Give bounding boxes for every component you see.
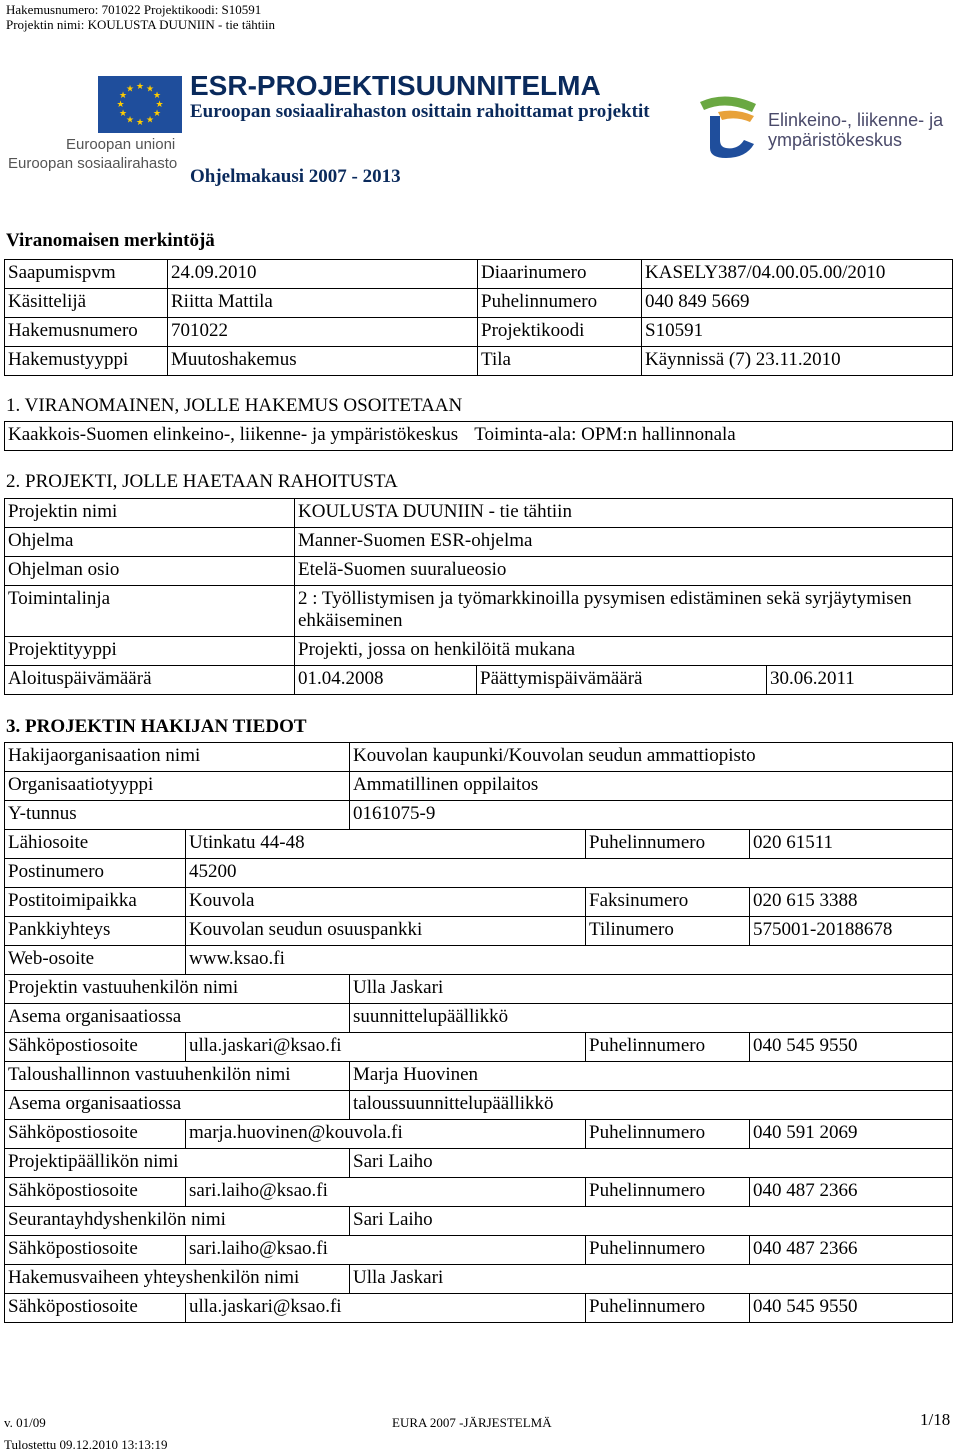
svg-text:★: ★ bbox=[125, 115, 135, 126]
applicant-value-org-type: Ammatillinen oppilaitos bbox=[349, 771, 953, 801]
eu-stars-icon bbox=[98, 76, 182, 133]
authority-value-phone: 040 849 5669 bbox=[641, 288, 953, 318]
authority-value-project-code: S10591 bbox=[641, 317, 953, 347]
contact-phone: 040 591 2069 bbox=[749, 1119, 953, 1149]
authority-label-application-type: Hakemustyyppi bbox=[4, 346, 168, 376]
applicant-label-business-id: Y-tunnus bbox=[4, 800, 350, 830]
eu-fund-label: Euroopan sosiaalirahasto bbox=[8, 155, 178, 172]
applicant-label-postcode: Postinumero bbox=[4, 858, 186, 888]
contact-email: ulla.jaskari@ksao.fi bbox=[185, 1293, 586, 1323]
section2-label-project-type: Projektityyppi bbox=[4, 636, 295, 666]
authority-label-status: Tila bbox=[477, 346, 642, 376]
contact-role-label: Seurantayhdyshenkilön nimi bbox=[4, 1206, 350, 1236]
svg-text:★: ★ bbox=[116, 100, 125, 110]
authority-value-diary: KASELY387/04.00.05.00/2010 bbox=[641, 259, 953, 289]
eu-flag-icon bbox=[98, 76, 182, 133]
footer-version: v. 01/09 bbox=[4, 1415, 46, 1430]
contact-email-label: Sähköpostiosoite bbox=[4, 1119, 186, 1149]
section2-heading: 2. PROJEKTI, JOLLE HAETAAN RAHOITUSTA bbox=[6, 471, 398, 492]
svg-text:★: ★ bbox=[152, 91, 162, 101]
contact-name: Ulla Jaskari bbox=[349, 1264, 953, 1294]
header-line-application: Hakemusnumero: 701022 Projektikoodi: S10591 bbox=[6, 2, 262, 17]
authority-label-diary: Diaarinumero bbox=[477, 259, 642, 289]
contact-name: Sari Laiho bbox=[349, 1148, 953, 1178]
applicant-label-fax: Faksinumero bbox=[585, 887, 750, 917]
svg-text:★: ★ bbox=[118, 109, 128, 119]
contact-name: Ulla Jaskari bbox=[349, 974, 953, 1004]
svg-text:★: ★ bbox=[135, 118, 145, 128]
contact-role-label: Projektin vastuuhenkilön nimi bbox=[4, 974, 350, 1004]
svg-text:★: ★ bbox=[118, 91, 128, 101]
section2-label-program: Ohjelma bbox=[4, 527, 295, 557]
svg-text:★: ★ bbox=[145, 115, 155, 126]
contact-phone-label: Puhelinnumero bbox=[585, 1235, 750, 1265]
contact-role-label: Projektipäällikön nimi bbox=[4, 1148, 350, 1178]
section2-value-priority: 2 : Työllistymisen ja työmarkkinoilla pysymisen edistäminen sekä syrjäytymisen ehkäiseminen bbox=[294, 585, 953, 637]
authority-label-handler: Käsittelijä bbox=[4, 288, 168, 318]
applicant-label-org-type: Organisaatiotyyppi bbox=[4, 771, 350, 801]
svg-text:★: ★ bbox=[125, 84, 135, 95]
authority-value-status: Käynnissä (7) 23.11.2010 bbox=[641, 346, 953, 376]
contact-phone: 040 545 9550 bbox=[749, 1293, 953, 1323]
applicant-label-org-name: Hakijaorganisaation nimi bbox=[4, 742, 350, 772]
contact-phone-label: Puhelinnumero bbox=[585, 1293, 750, 1323]
applicant-value-account: 575001-20188678 bbox=[749, 916, 953, 946]
section2-value-program: Manner-Suomen ESR-ohjelma bbox=[294, 527, 953, 557]
authority-label-project-code: Projektikoodi bbox=[477, 317, 642, 347]
contact-email-label: Sähköpostiosoite bbox=[4, 1293, 186, 1323]
eu-union-label: Euroopan unioni bbox=[66, 136, 176, 153]
program-period: Ohjelmakausi 2007 - 2013 bbox=[190, 166, 401, 187]
section2-label-end-date: Päättymispäivämäärä bbox=[476, 665, 767, 695]
section1-area: Toiminta-ala: OPM:n hallinnonala bbox=[474, 424, 736, 445]
applicant-value-org-name: Kouvolan kaupunki/Kouvolan seudun ammattiopisto bbox=[349, 742, 953, 772]
document-title: ESR-PROJEKTISUUNNITELMA bbox=[190, 70, 601, 101]
ely-emblem-icon bbox=[696, 92, 760, 160]
applicant-label-phone: Puhelinnumero bbox=[585, 829, 750, 859]
eu-logo bbox=[8, 76, 178, 176]
applicant-label-web: Web-osoite bbox=[4, 945, 186, 975]
contact-email-label: Sähköpostiosoite bbox=[4, 1032, 186, 1062]
contact-phone-label: Puhelinnumero bbox=[585, 1177, 750, 1207]
authority-heading: Viranomaisen merkintöjä bbox=[6, 230, 215, 251]
svg-text:★: ★ bbox=[152, 109, 162, 119]
contact-title: taloussuunnittelupäällikkö bbox=[349, 1090, 953, 1120]
applicant-value-phone: 020 61511 bbox=[749, 829, 953, 859]
svg-text:★: ★ bbox=[145, 84, 155, 95]
contact-title-label: Asema organisaatiossa bbox=[4, 1090, 350, 1120]
header-line-project-name: Projektin nimi: KOULUSTA DUUNIIN - tie tähtiin bbox=[6, 17, 276, 32]
contact-phone-label: Puhelinnumero bbox=[585, 1119, 750, 1149]
contact-phone: 040 487 2366 bbox=[749, 1177, 953, 1207]
section2-value-end-date: 30.06.2011 bbox=[766, 665, 953, 695]
authority-value-handler: Riitta Mattila bbox=[167, 288, 478, 318]
applicant-label-city: Postitoimipaikka bbox=[4, 887, 186, 917]
applicant-value-web: www.ksao.fi bbox=[185, 945, 953, 975]
applicant-value-address: Utinkatu 44-48 bbox=[185, 829, 586, 859]
authority-value-application-number: 701022 bbox=[167, 317, 478, 347]
contact-phone: 040 545 9550 bbox=[749, 1032, 953, 1062]
contact-email: sari.laiho@ksao.fi bbox=[185, 1177, 586, 1207]
contact-phone-label: Puhelinnumero bbox=[585, 1032, 750, 1062]
ely-label-line2: ympäristökeskus bbox=[768, 130, 903, 150]
contact-name: Marja Huovinen bbox=[349, 1061, 953, 1091]
contact-email: sari.laiho@ksao.fi bbox=[185, 1235, 586, 1265]
contact-email-label: Sähköpostiosoite bbox=[4, 1235, 186, 1265]
contact-role-label: Hakemusvaiheen yhteyshenkilön nimi bbox=[4, 1264, 350, 1294]
ely-label-line1: Elinkeino-, liikenne- ja bbox=[768, 110, 944, 130]
svg-text:★: ★ bbox=[155, 100, 164, 110]
contact-phone: 040 487 2366 bbox=[749, 1235, 953, 1265]
authority-label-received: Saapumispvm bbox=[4, 259, 168, 289]
applicant-value-postcode: 45200 bbox=[185, 858, 953, 888]
contact-email: marja.huovinen@kouvola.fi bbox=[185, 1119, 586, 1149]
footer-page-number: 1/18 bbox=[920, 1410, 951, 1429]
applicant-value-fax: 020 615 3388 bbox=[749, 887, 953, 917]
section3-heading: 3. PROJEKTIN HAKIJAN TIEDOT bbox=[6, 716, 307, 737]
svg-text:★: ★ bbox=[135, 82, 145, 92]
authority-value-received: 24.09.2010 bbox=[167, 259, 478, 289]
applicant-label-bank: Pankkiyhteys bbox=[4, 916, 186, 946]
applicant-label-account: Tilinumero bbox=[585, 916, 750, 946]
section1-heading: 1. VIRANOMAINEN, JOLLE HAKEMUS OSOITETAAN bbox=[6, 395, 463, 416]
contact-role-label: Taloushallinnon vastuuhenkilön nimi bbox=[4, 1061, 350, 1091]
contact-name: Sari Laiho bbox=[349, 1206, 953, 1236]
applicant-value-business-id: 0161075-9 bbox=[349, 800, 953, 830]
applicant-label-address: Lähiosoite bbox=[4, 829, 186, 859]
ely-logo bbox=[696, 92, 960, 162]
contact-email: ulla.jaskari@ksao.fi bbox=[185, 1032, 586, 1062]
document-subtitle: Euroopan sosiaalirahaston osittain rahoittamat projektit bbox=[190, 101, 650, 122]
contact-title-label: Asema organisaatiossa bbox=[4, 1003, 350, 1033]
contact-title: suunnittelupäällikkö bbox=[349, 1003, 953, 1033]
authority-value-application-type: Muutoshakemus bbox=[167, 346, 478, 376]
section2-label-program-part: Ohjelman osio bbox=[4, 556, 295, 586]
section1-authority-row bbox=[4, 421, 953, 451]
footer-printed: Tulostettu 09.12.2010 13:13:19 bbox=[4, 1437, 168, 1452]
contact-email-label: Sähköpostiosoite bbox=[4, 1177, 186, 1207]
section1-authority: Kaakkois-Suomen elinkeino-, liikenne- ja ympäristökeskus bbox=[8, 424, 459, 445]
footer-system: EURA 2007 -JÄRJESTELMÄ bbox=[392, 1415, 552, 1430]
section2-label-project-name: Projektin nimi bbox=[4, 498, 295, 528]
section2-label-start-date: Aloituspäivämäärä bbox=[4, 665, 295, 695]
authority-label-phone: Puhelinnumero bbox=[477, 288, 642, 318]
applicant-value-city: Kouvola bbox=[185, 887, 586, 917]
section2-value-project-name: KOULUSTA DUUNIIN - tie tähtiin bbox=[294, 498, 953, 528]
applicant-value-bank: Kouvolan seudun osuuspankki bbox=[185, 916, 586, 946]
section2-value-program-part: Etelä-Suomen suuralueosio bbox=[294, 556, 953, 586]
section2-value-start-date: 01.04.2008 bbox=[294, 665, 477, 695]
section2-value-project-type: Projekti, jossa on henkilöitä mukana bbox=[294, 636, 953, 666]
authority-label-application-number: Hakemusnumero bbox=[4, 317, 168, 347]
section2-label-priority: Toimintalinja bbox=[4, 585, 295, 637]
